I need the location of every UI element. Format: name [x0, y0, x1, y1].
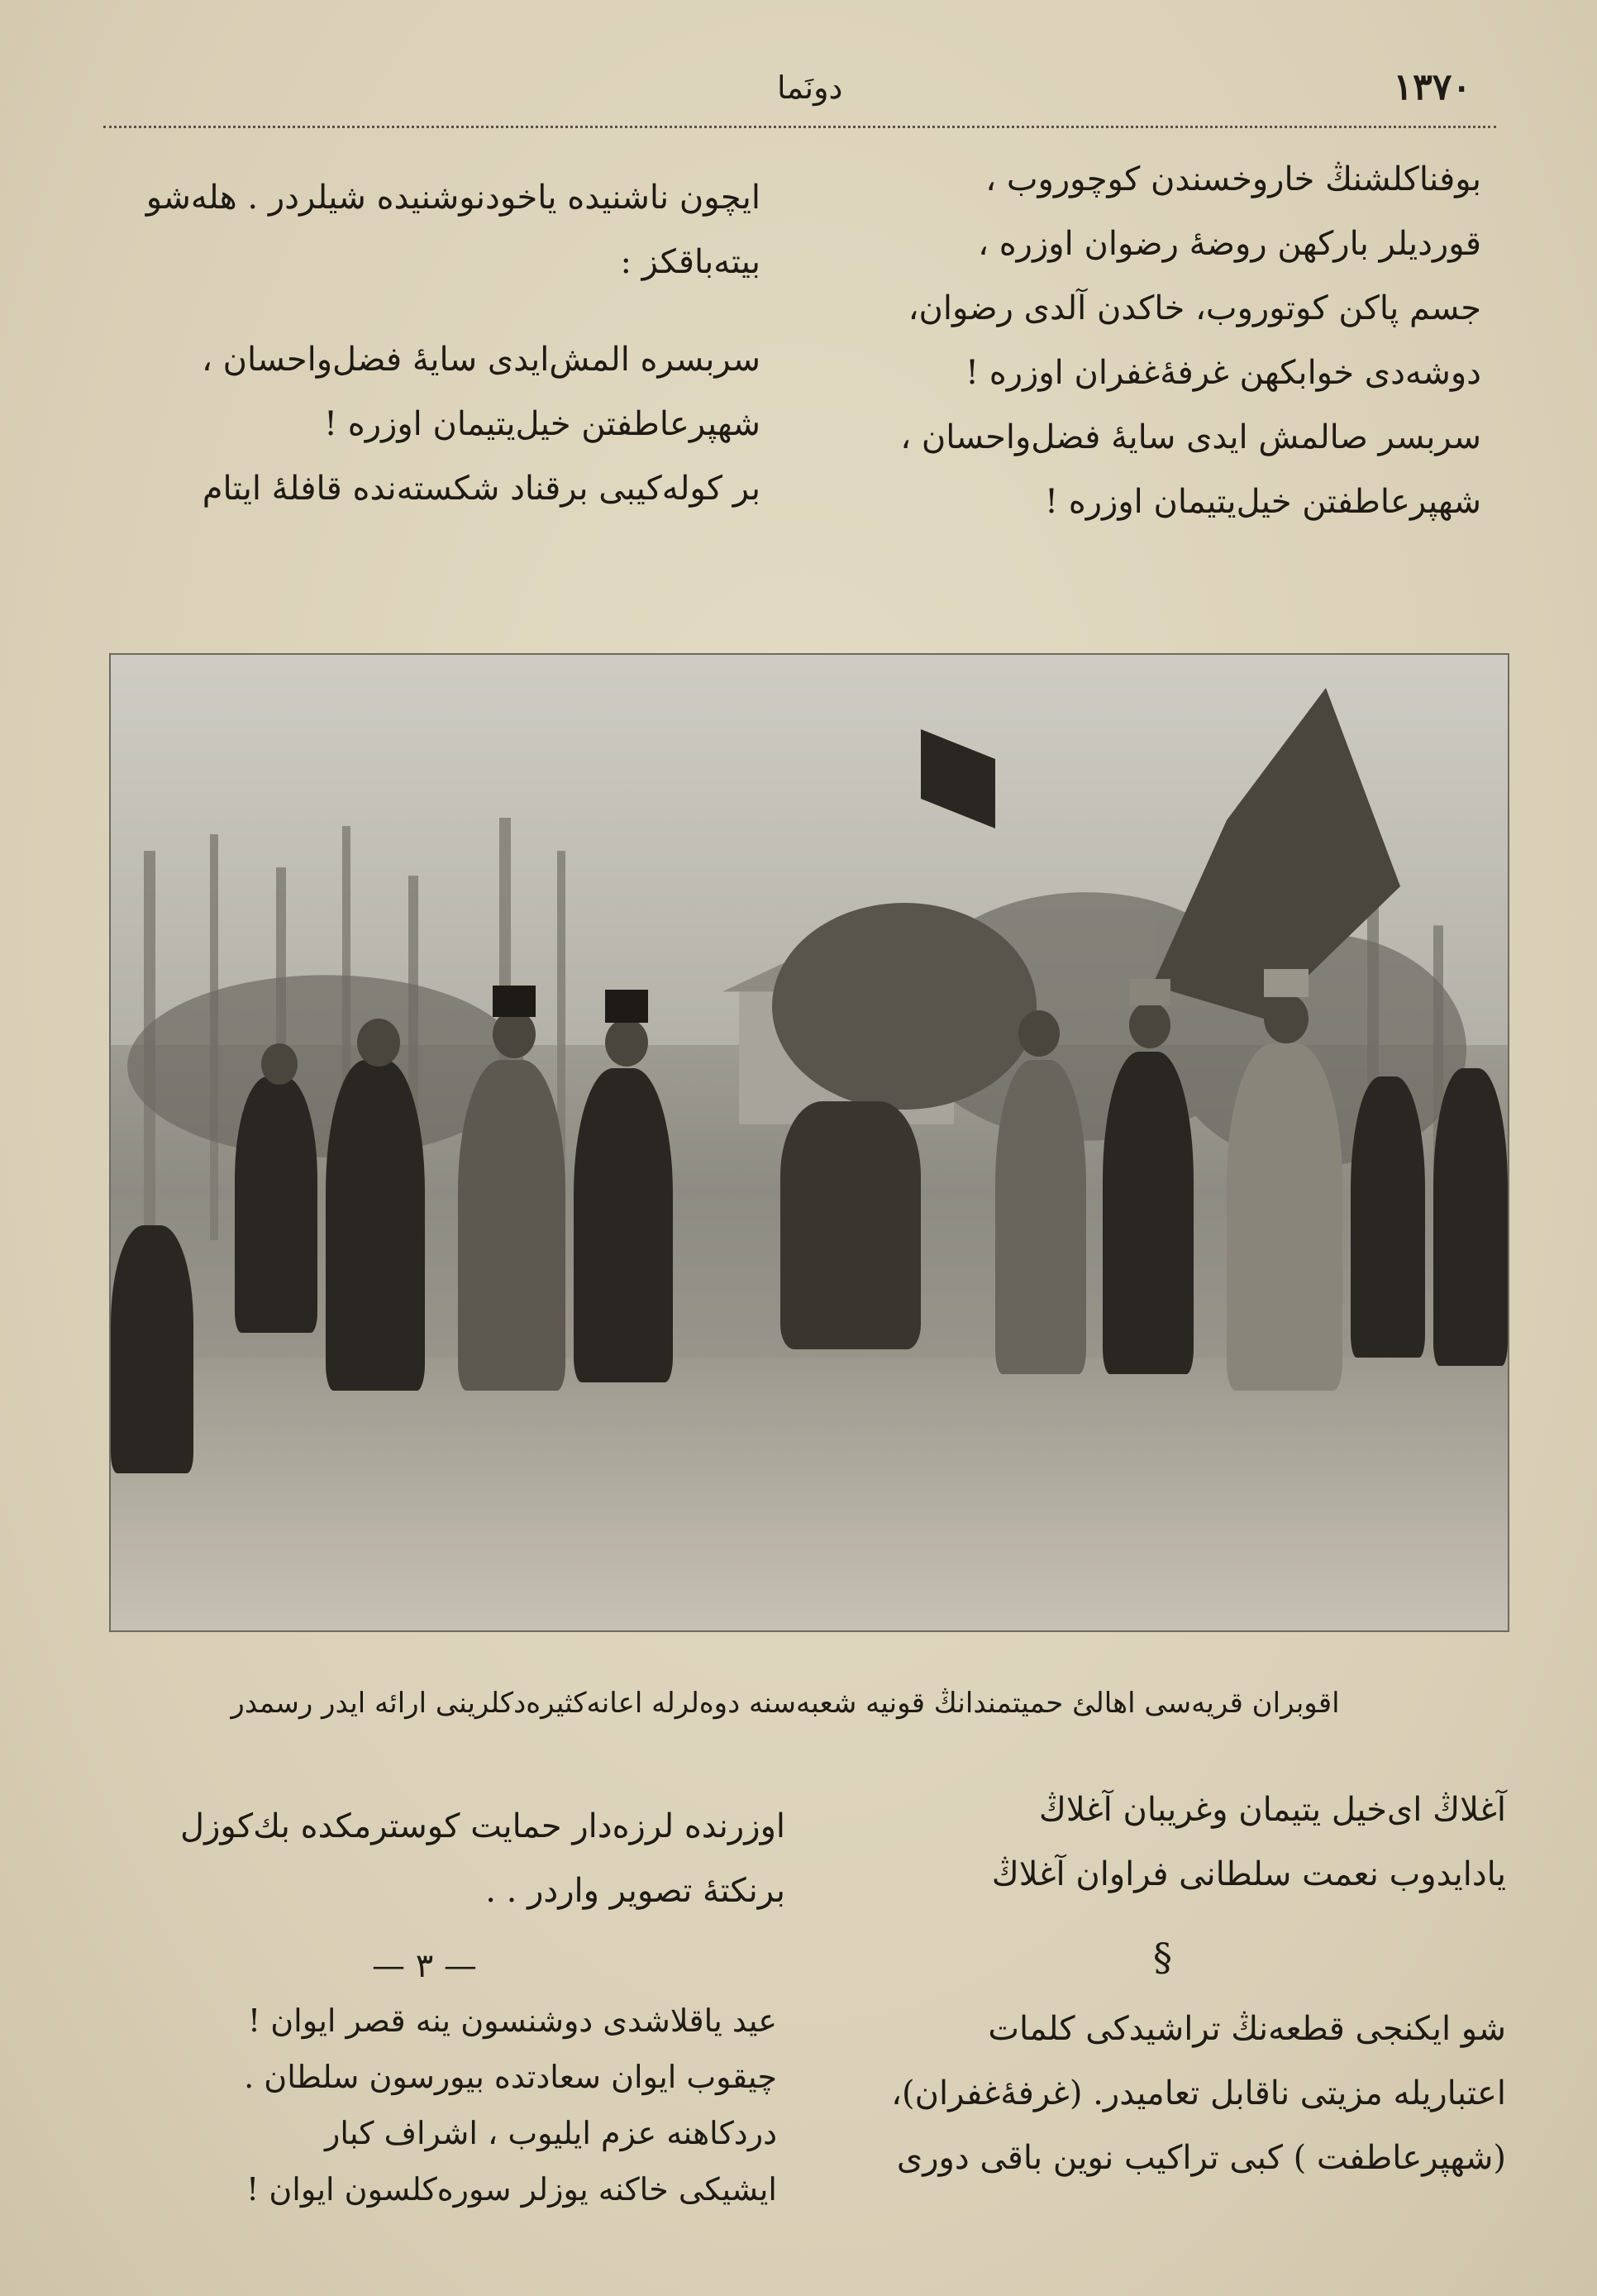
text-line: ایچون ناشنیده یاخودنوشنیده شیلردر . هله‌شو	[145, 179, 760, 217]
text-line: سربسره المش‌ایدی سایهٔ فضل‌واحسان ،	[202, 341, 760, 379]
poem-line: عید یاقلاشدی دوشنسون ینه قصر ایوان !	[247, 2002, 777, 2039]
bottom-left-poem	[198, 1993, 777, 2217]
text-line: اعتباریله مزیتی ناقابل تعامیدر. (غرفهٔ‌غفران)،	[891, 2074, 1506, 2112]
person	[1103, 1052, 1194, 1374]
procession-photograph	[109, 653, 1509, 1632]
person	[111, 1225, 193, 1473]
text-line: شو ایكنجی قطعه‌نڭ تراشیدكی كلمات	[988, 2010, 1506, 2048]
person	[995, 1060, 1086, 1374]
person	[458, 1060, 565, 1391]
section-mark: §	[1153, 1935, 1172, 1979]
photo-caption: اقوبران قریه‌سی اهالئ حمیتمندانڭ قونیه شعبه‌سنه دوه‌لرله اعانه‌كثیره‌دكلرینی ارائه ایدر رسمدر	[231, 1687, 1340, 1720]
person	[326, 1060, 425, 1391]
poem-line: یادایدوب نعمت سلطانی فراوان آغلاڭ	[991, 1855, 1506, 1893]
poem-line: جسم پاكن كوتوروب، خاكدن آلدی رضوان،	[908, 289, 1481, 327]
text-line: شهپرعاطفتن خیل‌یتیمان اوزره !	[323, 405, 760, 443]
page-number: ١٣٧٠	[1393, 66, 1471, 108]
poem-line: آغلاڭ ای‌خیل یتیمان وغریبان آغلاڭ	[1038, 1791, 1506, 1829]
bottom-right-poem	[845, 1778, 1506, 1907]
top-left-text	[116, 165, 760, 521]
poem-line: قوردیلر باركهن روضهٔ رضوان اوزره ،	[978, 225, 1481, 263]
poem-line: بوفناكلشنڭ خاروخسندن كوچوروب ،	[985, 160, 1481, 198]
section-number: — ٣ —	[372, 1947, 477, 1985]
poem-line: شهپرعاطفتن خیل‌یتیمان اوزره !	[1044, 483, 1481, 521]
bottom-left-text	[124, 1794, 785, 1923]
person	[235, 1076, 317, 1333]
bottom-right-text	[828, 1997, 1506, 2190]
top-right-poem	[803, 147, 1481, 534]
text-line: اوزرنده لرزه‌دار حمایت كوسترمكده بك‌كوزل	[180, 1807, 785, 1845]
person	[1433, 1068, 1508, 1366]
text-line: بیته‌باقكز :	[620, 243, 760, 281]
text-line: بر كوله‌كیبی برقناد شكسته‌نده قافلهٔ ایتام	[202, 470, 760, 508]
person	[1227, 1043, 1342, 1391]
text-line: (شهپرعاطفت ) كبی تراكیب نوین باقی دوری	[896, 2139, 1506, 2177]
text-line: برنكتهٔ تصویر واردر . .	[485, 1872, 785, 1910]
page-header	[99, 58, 1504, 124]
poem-line: ایشیكی خاكنه یوزلر سوره‌كلسون ایوان !	[246, 2171, 777, 2208]
poem-line: سربسر صالمش ایدی سایهٔ فضل‌واحسان ،	[900, 418, 1481, 456]
poem-line: چیقوب ایوان سعادتده بیورسون سلطان .	[244, 2059, 777, 2095]
donkey	[780, 1101, 921, 1349]
poem-line: دردكاهنه عزم ایلیوب ، اشراف كبار	[325, 2115, 777, 2151]
header-divider	[103, 126, 1496, 128]
person	[574, 1068, 673, 1382]
camel	[772, 903, 1037, 1110]
person	[1351, 1076, 1425, 1358]
poem-line: دوشه‌دی خوابكهن غرفهٔ‌غفران اوزره !	[965, 354, 1481, 392]
running-title: دونَما	[777, 69, 843, 106]
